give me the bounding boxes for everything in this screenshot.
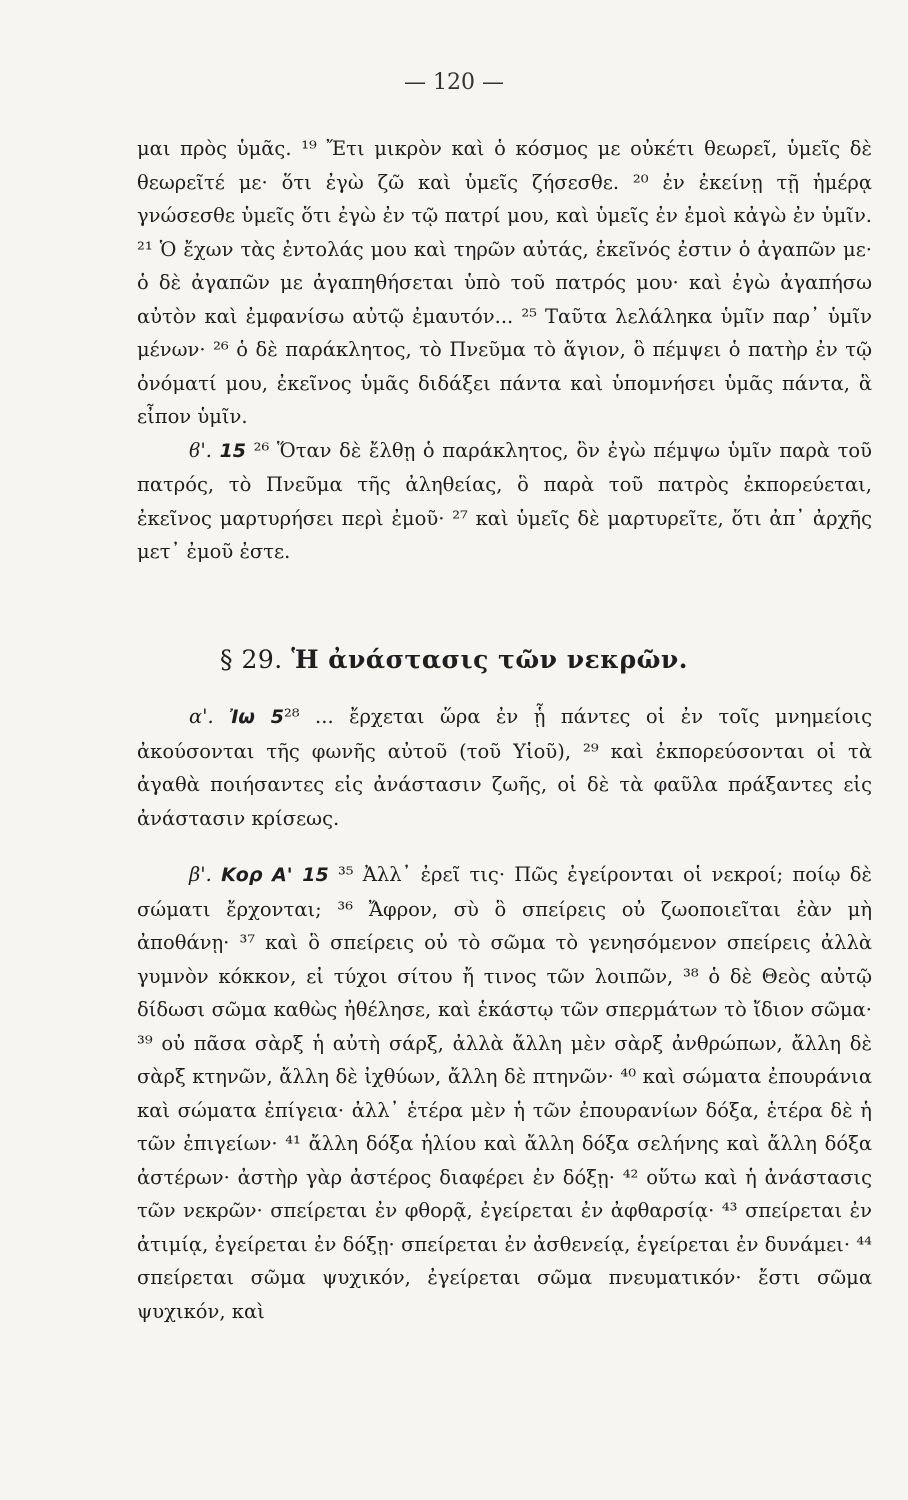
section-heading xyxy=(0,645,908,674)
page-number: — 120 — xyxy=(404,70,504,95)
text-block-3 xyxy=(137,858,872,1328)
paragraph-label: β'. xyxy=(189,863,212,886)
verse-reference: Κορ Α' 15 xyxy=(221,864,329,886)
text-block-2 xyxy=(137,700,872,835)
section-title: Ἡ ἀνάστασις τῶν νεκρῶν. xyxy=(291,645,688,674)
text-block-1 xyxy=(137,132,872,569)
paragraph-continuation: μαι πρὸς ὑμᾶς. ¹⁹ Ἔτι μικρὸν καὶ ὁ κόσμος με οὐκέτι θεωρεῖ, ὑμεῖς δὲ θεωρεῖτέ με· ὅτι ἐγὼ ζῶ καὶ ὑμεῖς ζήσεσθε. ²⁰ ἐν ἐκείνῃ τῇ ἡμέρᾳ γνώσεσθε ὑμεῖς ὅτι ἐγὼ ἐν τῷ πατρί μου, καὶ ὑμεῖς ἐν ἐμοὶ κἀγὼ ἐν ὑμῖν. ²¹ Ὁ ἔχων τὰς ἐντολάς μου καὶ τηρῶν αὐτάς, ἐκεῖνός ἐστιν ὁ ἀγαπῶν με· ὁ δὲ ἀγαπῶν με ἀγαπηθήσεται ὑπὸ τοῦ πατρός μου· καὶ ἐγὼ ἀγαπήσω αὐτὸν καὶ ἐμφανίσω αὐτῷ ἐμαυτόν... ²⁵ Ταῦτα λελάληκα ὑμῖν παρ᾽ ὑμῖν μένων· ²⁶ ὁ δὲ παράκλητος, τὸ Πνεῦμα τὸ ἅγιον, ὃ πέμψει ὁ πατὴρ ἐν τῷ ὀνόματί μου, ἐκεῖνος ὑμᾶς διδάξει πάντα καὶ ὑπομνήσει ὑμᾶς πάντα, ἃ εἶπον ὑμῖν. xyxy=(137,137,872,428)
paragraph-a xyxy=(137,700,872,835)
section-number: § 29. xyxy=(220,645,283,674)
paragraph-label: ϐ'. xyxy=(189,438,212,462)
verse-reference: Ἰω 5 xyxy=(229,706,284,728)
paragraph-b2 xyxy=(137,858,872,1328)
paragraph-label: α'. xyxy=(189,705,214,728)
paragraph-text: ³⁵ Ἀλλ᾽ ἐρεῖ τις· Πῶς ἐγείρονται οἱ νεκροί; ποίῳ δὲ σώματι ἔρχονται; ³⁶ Ἄφρον, σὺ ὃ σπείρεις οὐ ζωοποιεῖται ἐὰν μὴ ἀποθάνῃ· ³⁷ καὶ ὃ σπείρεις οὐ τὸ σῶμα τὸ γενησόμενον σπείρεις ἀλλὰ γυμνὸν κόκκον, εἰ τύχοι σίτου ἤ τινος τῶν λοιπῶν, ³⁸ ὁ δὲ Θεὸς αὐτῷ δίδωσι σῶμα καθὼς ἠθέλησε, καὶ ἑκάστῳ τῶν σπερμάτων τὸ ἴδιον σῶμα· ³⁹ οὐ πᾶσα σὰρξ ἡ αὐτὴ σάρξ, ἀλλὰ ἄλλη μὲν σὰρξ ἀνθρώπων, ἄλλη δὲ σὰρξ κτηνῶν, ἄλλη δὲ ἰχθύων, ἄλλη δὲ πτηνῶν· ⁴⁰ καὶ σώματα ἐπουράνια καὶ σώματα ἐπίγεια· ἀλλ᾽ ἑτέρα μὲν ἡ τῶν ἐπουρανίων δόξα, ἑτέρα δὲ ἡ τῶν ἐπιγείων· ⁴¹ ἄλλη δόξα ἡλίου καὶ ἄλλη δόξα σελήνης καὶ ἄλλη δόξα ἀστέρων· ἀστὴρ γὰρ ἀστέρος διαφέρει ἐν δόξῃ· ⁴² οὕτω καὶ ἡ ἀνάστασις τῶν νεκρῶν· σπείρεται ἐν φθορᾷ, ἐγείρεται ἐν ἀφθαρσίᾳ· ⁴³ σπείρεται ἐν ἀτιμίᾳ, ἐγείρεται ἐν δόξῃ· σπείρεται ἐν ἀσθενείᾳ, ἐγείρεται ἐν δυνάμει· ⁴⁴ σπείρεται σῶμα ψυχικόν, ἐγείρεται σῶμα πνευματικόν· ἔστι σῶμα ψυχικόν, καὶ xyxy=(137,863,872,1323)
verse-reference: 15 xyxy=(219,439,247,462)
paragraph-b xyxy=(137,434,872,569)
paragraph-text: ²⁶ Ὅταν δὲ ἔλθῃ ὁ παράκλητος, ὃν ἐγὼ πέμψω ὑμῖν παρὰ τοῦ πατρός, τὸ Πνεῦμα τῆς ἀληθείας, ὃ παρὰ τοῦ πατρὸς ἐκπορεύεται, ἐκεῖνος μαρτυρήσει περὶ ἐμοῦ· ²⁷ καὶ ὑμεῖς δὲ μαρτυρεῖτε, ὅτι ἀπ᾽ ἀρχῆς μετ᾽ ἐμοῦ ἐστε. xyxy=(137,438,872,563)
paragraph-text: ²⁸ ... ἔρχεται ὥρα ἐν ᾗ πάντες οἱ ἐν τοῖς μνημείοις ἀκούσονται τῆς φωνῆς αὐτοῦ (τοῦ Υἱοῦ), ²⁹ καὶ ἐκπορεύσονται οἱ τὰ ἀγαθὰ ποιήσαντες εἰς ἀνάστασιν ζωῆς, οἱ δὲ τὰ φαῦλα πράξαντες εἰς ἀνάστασιν κρίσεως. xyxy=(137,705,872,830)
